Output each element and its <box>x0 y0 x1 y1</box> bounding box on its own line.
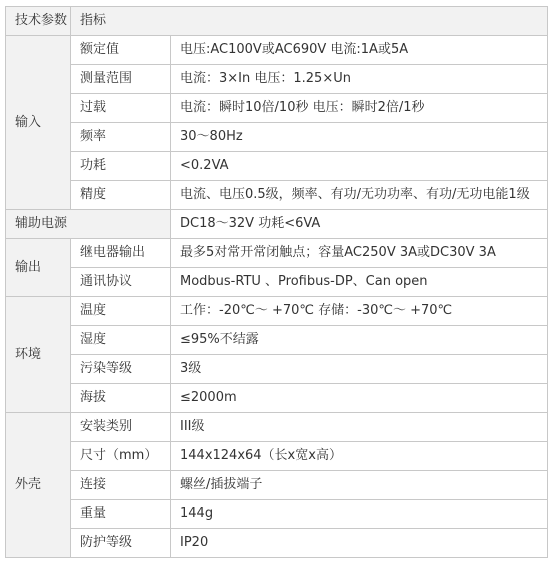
table-header-row <box>6 7 548 36</box>
row-name: 精度 <box>71 181 171 210</box>
table-row <box>6 442 548 471</box>
row-value: 电压:AC100V或AC690V 电流:1A或5A <box>171 36 548 65</box>
table-row <box>6 384 548 413</box>
group-input: 输入 <box>6 36 71 210</box>
row-name: 尺寸（mm） <box>71 442 171 471</box>
table-row <box>6 413 548 442</box>
table-row <box>6 500 548 529</box>
row-value: III级 <box>171 413 548 442</box>
table-row <box>6 65 548 94</box>
row-name: 湿度 <box>71 326 171 355</box>
row-name: 测量范围 <box>71 65 171 94</box>
group-housing: 外壳 <box>6 413 71 558</box>
row-name: 通讯协议 <box>71 268 171 297</box>
table-row <box>6 181 548 210</box>
row-value: 电流：瞬时10倍/10秒 电压：瞬时2倍/1秒 <box>171 94 548 123</box>
table-row <box>6 239 548 268</box>
row-name: 额定值 <box>71 36 171 65</box>
row-name: 功耗 <box>71 152 171 181</box>
row-value: DC18～32V 功耗<6VA <box>171 210 548 239</box>
row-name: 过载 <box>71 94 171 123</box>
table-row <box>6 210 548 239</box>
row-name: 重量 <box>71 500 171 529</box>
row-name: 继电器输出 <box>71 239 171 268</box>
table-row <box>6 471 548 500</box>
row-value: 144g <box>171 500 548 529</box>
row-value: 螺丝/插拔端子 <box>171 471 548 500</box>
table-row <box>6 297 548 326</box>
spec-table <box>5 6 548 558</box>
table-row <box>6 94 548 123</box>
table-row <box>6 355 548 384</box>
row-name: 海拔 <box>71 384 171 413</box>
row-value: 144x124x64（长x宽x高） <box>171 442 548 471</box>
table-row <box>6 123 548 152</box>
table-row <box>6 36 548 65</box>
row-name: 连接 <box>71 471 171 500</box>
row-value: <0.2VA <box>171 152 548 181</box>
table-row <box>6 152 548 181</box>
group-aux-power: 辅助电源 <box>6 210 171 239</box>
row-value: Modbus-RTU 、Profibus-DP、Can open <box>171 268 548 297</box>
row-name: 污染等级 <box>71 355 171 384</box>
row-value: 30～80Hz <box>171 123 548 152</box>
row-value: 工作：-20℃～ +70℃ 存储：-30℃～ +70℃ <box>171 297 548 326</box>
row-value: ≤2000m <box>171 384 548 413</box>
group-output: 输出 <box>6 239 71 297</box>
header-param: 技术参数 <box>6 7 71 36</box>
row-value: 电流、电压0.5级，频率、有功/无功功率、有功/无功电能1级 <box>171 181 548 210</box>
row-name: 安装类别 <box>71 413 171 442</box>
row-value: 电流：3×In 电压：1.25×Un <box>171 65 548 94</box>
table-row <box>6 268 548 297</box>
header-spec: 指标 <box>71 7 548 36</box>
row-name: 防护等级 <box>71 529 171 558</box>
group-environment: 环境 <box>6 297 71 413</box>
row-value: 3级 <box>171 355 548 384</box>
row-value: ≤95%不结露 <box>171 326 548 355</box>
table-row <box>6 326 548 355</box>
row-name: 频率 <box>71 123 171 152</box>
row-name: 温度 <box>71 297 171 326</box>
table-row <box>6 529 548 558</box>
row-value: IP20 <box>171 529 548 558</box>
row-value: 最多5对常开常闭触点；容量AC250V 3A或DC30V 3A <box>171 239 548 268</box>
